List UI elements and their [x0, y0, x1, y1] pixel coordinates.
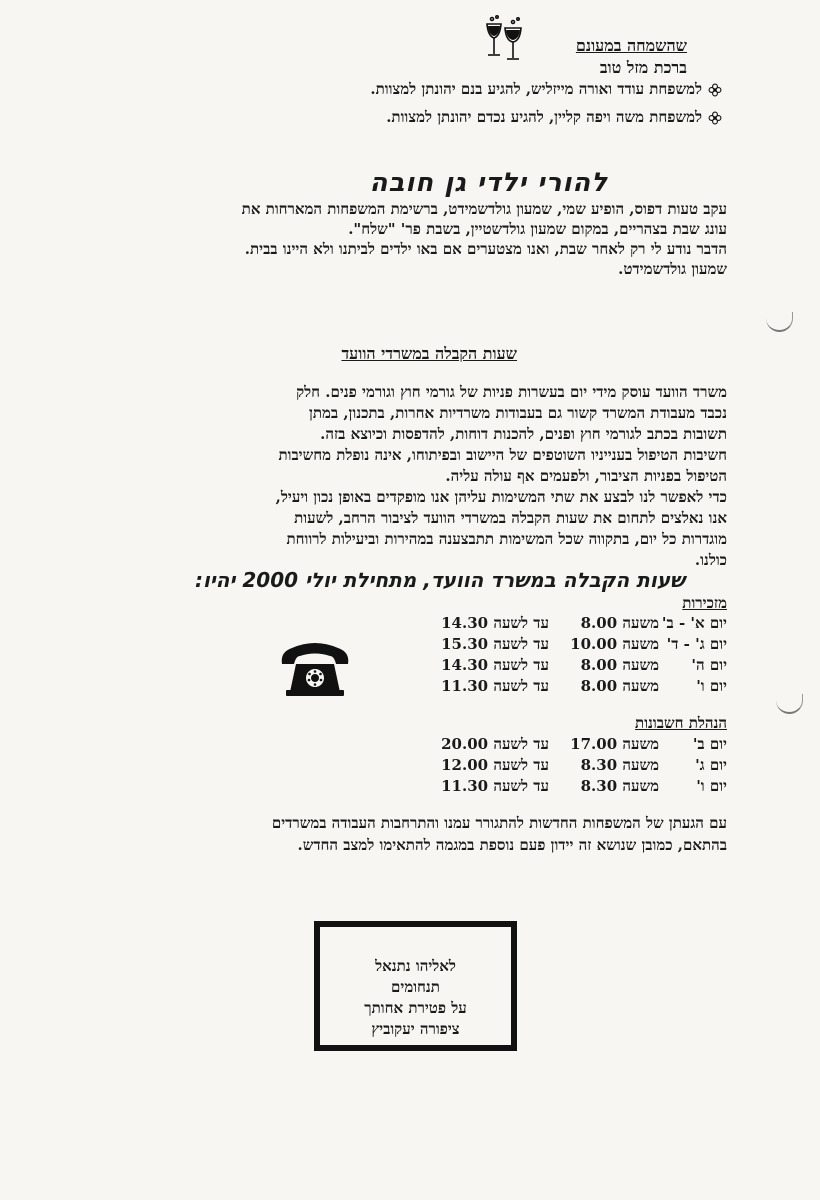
- hours-row: [441, 656, 727, 675]
- hours-day: יום ג': [695, 756, 727, 774]
- hours-to: עד לשעה 12.00: [441, 756, 549, 774]
- hours-from: משעה 8.00: [580, 677, 659, 695]
- hours-row: [441, 635, 727, 654]
- secretariat-label: מזכירות: [682, 594, 727, 612]
- parents-notice-heading: להורי ילדי גן חובה: [369, 168, 608, 198]
- hours-to: עד לשעה 11.30: [441, 777, 549, 795]
- condolence-box: [314, 921, 517, 1051]
- hours-from: משעה 17.00: [570, 735, 659, 753]
- punch-hole: [776, 694, 803, 714]
- mazal-tov-subheading: ברכת מזל טוב: [599, 58, 687, 77]
- reception-body-line: נכבד מעבודת המשרד קשור גם בעבודות משרדיות אחרות, בתכנון, במתן: [309, 404, 727, 422]
- hours-from: משעה 8.30: [580, 777, 659, 795]
- reception-body-line: תשובות בכתב לגורמי חוץ ופנים, להכנות דוחות, להדפסות וכיוצא בזה.: [320, 425, 727, 443]
- hours-heading: שעות הקבלה במשרד הוועד, מתחילת יולי 2000 יהיו:: [195, 568, 685, 592]
- flower-bullet-icon: [708, 83, 722, 97]
- closing-line: בהתאם, כמובן שנושא זה יידון פעם נוספת במגמה להתאימו למצב החדש.: [297, 836, 727, 854]
- condolence-line: לאליהו נתנאל: [375, 957, 456, 975]
- reception-body-line: אנו נאלצים לתחום את שעות הקבלה במשרדי הוועד לציבור הרחב, לשעות: [294, 509, 727, 527]
- hours-from: משעה 8.00: [580, 656, 659, 674]
- hours-from: משעה 8.00: [580, 614, 659, 632]
- hours-row: [441, 614, 727, 633]
- hours-to: עד לשעה 14.30: [441, 656, 549, 674]
- hours-row: [441, 777, 727, 796]
- reception-body-line: הטיפול בפניות הציבור, ולפעמים אף עולה עליה.: [445, 467, 727, 485]
- hours-to: עד לשעה 15.30: [441, 635, 549, 653]
- reception-heading: שעות הקבלה במשרדי הוועד: [341, 344, 517, 363]
- hours-from: משעה 10.00: [570, 635, 659, 653]
- closing-line: עם הגעתן של המשפחות החדשות להתגורר עמנו והתרחבות העבודה במשרדים: [271, 814, 727, 832]
- reception-body-line: חשיבות הטיפול בענייניו השוטפים של היישוב ובפיתוחו, אינה נופלת מחשיבות: [278, 446, 727, 464]
- mazal-tov-item-text: למשפחת משה ויפה קליין, להגיע נכדם יהונתן למצוות.: [386, 108, 702, 126]
- hours-day: יום ה': [691, 656, 727, 674]
- parents-notice-line: עקב טעות דפוס, הופיע שמי, שמעון גולדשמידט, ברשימת המשפחות המארחות את: [241, 200, 727, 218]
- hours-to: עד לשעה 11.30: [441, 677, 549, 695]
- parents-notice-signature: שמעון גולדשמידט.: [618, 260, 727, 278]
- hours-to: עד לשעה 20.00: [441, 735, 549, 753]
- hours-to: עד לשעה 14.30: [441, 614, 549, 632]
- parents-notice-line: עונג שבת בצהריים, במקום שמעון גולדשטיין, בשבת פר' "שלח".: [348, 220, 727, 238]
- champagne-glasses-icon: [483, 14, 527, 62]
- hours-day: יום ב': [692, 735, 727, 753]
- mazal-tov-heading: שהשמחה במעונם: [575, 36, 687, 55]
- condolence-line: תנחומים: [391, 978, 440, 996]
- accounting-label: הנהלת חשבונות: [635, 714, 727, 732]
- hours-day: יום ג' - ד': [666, 635, 727, 653]
- parents-notice-line: הדבר נודע לי רק לאחר שבת, ואנו מצטערים אם באו ילדים לביתנו ולא היינו בבית.: [244, 240, 727, 258]
- reception-body-line: כדי לאפשר לנו לבצע את שתי המשימות עליהן אנו מופקדים באופן נכון ויעיל,: [275, 488, 727, 506]
- condolence-line: ציפורה יעקוביץ: [371, 1020, 460, 1038]
- punch-hole: [766, 312, 793, 332]
- hours-from: משעה 8.30: [580, 756, 659, 774]
- mazal-tov-item: [386, 108, 722, 127]
- reception-body-line: כולנו.: [694, 551, 727, 569]
- hours-row: [441, 735, 727, 754]
- reception-body-line: מוגדרות כל יום, בתקווה שכל המשימות תתבצענה במהירות וביעילות לרווחת: [286, 530, 727, 548]
- condolence-line: על פטירת אחותך: [364, 999, 467, 1017]
- telephone-icon: [276, 634, 354, 698]
- hours-row: [441, 677, 727, 696]
- hours-day: יום ו': [696, 677, 727, 695]
- reception-body-line: משרד הוועד עוסק מידי יום בעשרות פניות של גורמי חוץ וגורמי פנים. חלק: [296, 383, 727, 401]
- flower-bullet-icon: [708, 111, 722, 125]
- hours-day: יום א' - ב': [661, 614, 727, 632]
- mazal-tov-item-text: למשפחת עודד ואורה מייזליש, להגיע בנם יהונתן למצוות.: [370, 80, 702, 98]
- hours-row: [441, 756, 727, 775]
- mazal-tov-item: [370, 80, 722, 99]
- hours-day: יום ו': [696, 777, 727, 795]
